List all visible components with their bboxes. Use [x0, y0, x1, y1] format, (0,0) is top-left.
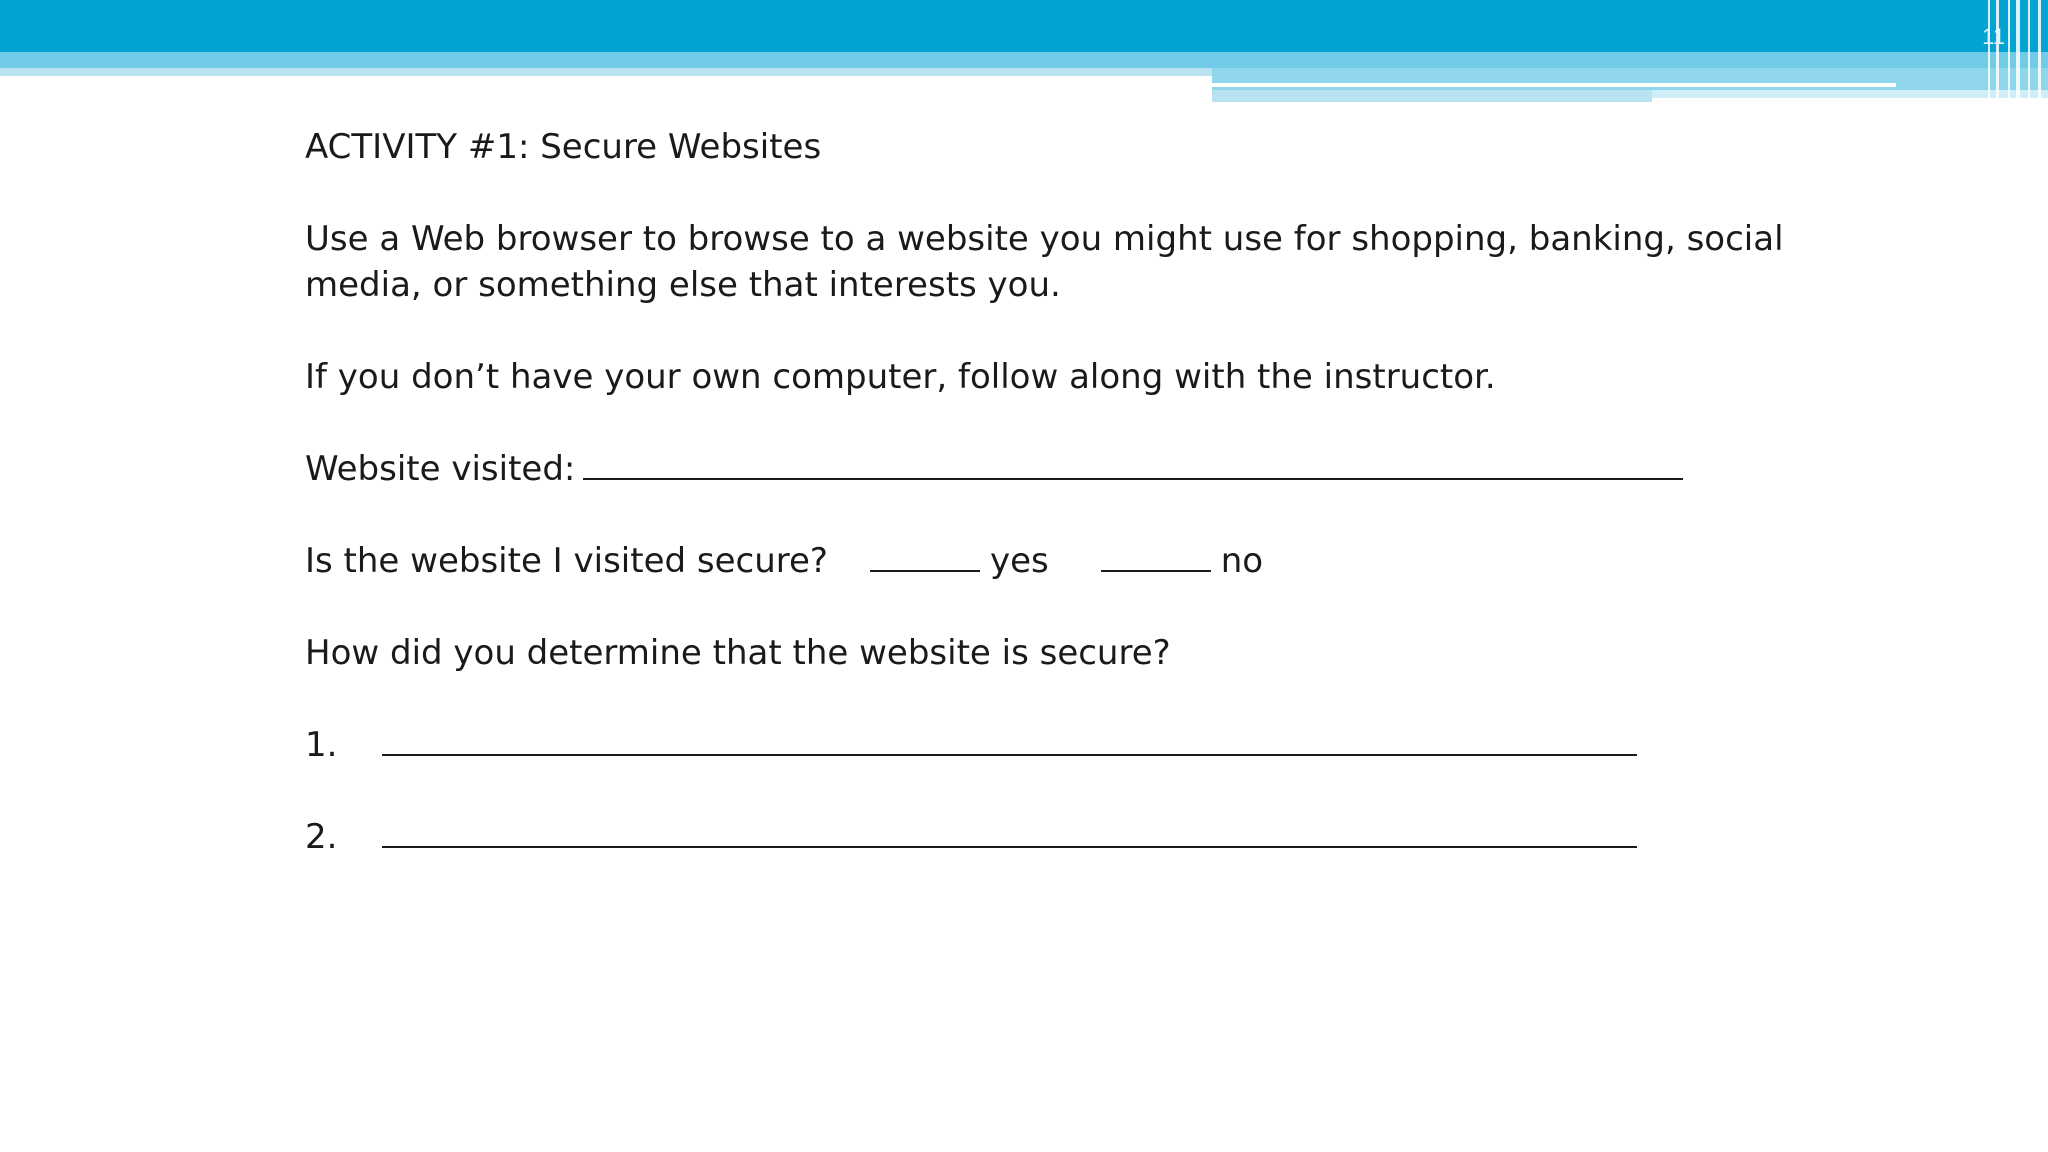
header-stripe — [1996, 0, 1999, 104]
header-stripe — [2008, 0, 2010, 104]
answer-row — [305, 814, 1805, 860]
header-band-pale — [0, 68, 1212, 76]
answer-blank[interactable] — [382, 722, 1637, 756]
website-visited-blank[interactable] — [583, 446, 1683, 480]
answer-number: 2. — [305, 817, 338, 857]
activity-note: If you don’t have your own computer, follow along with the instructor. — [305, 357, 1496, 397]
activity-content — [305, 124, 1805, 906]
header-accent-lower — [1212, 90, 1652, 102]
slide-number: 11 — [1982, 24, 2005, 49]
header-stripe — [2016, 0, 2020, 104]
header-bar — [0, 0, 2048, 52]
activity-title: ACTIVITY #1: Secure Websites — [305, 127, 822, 167]
header-band-light — [0, 52, 2048, 68]
header-stripe — [2038, 0, 2041, 104]
header-accent-line — [1212, 83, 1896, 87]
header-stripe — [1988, 0, 1990, 104]
activity-instruction: Use a Web browser to browse to a website you might use for shopping, banking, social media, or something else that interests you. — [305, 219, 1795, 305]
secure-question-row — [305, 538, 1805, 584]
how-question: How did you determine that the website is secure? — [305, 633, 1171, 673]
yes-label: yes — [989, 541, 1049, 581]
secure-question-label: Is the website I visited secure? — [305, 541, 828, 581]
no-blank[interactable] — [1101, 538, 1211, 572]
website-visited-label: Website visited: — [305, 449, 576, 489]
no-label: no — [1220, 541, 1264, 581]
website-visited-row — [305, 446, 1805, 492]
answer-row — [305, 722, 1805, 768]
header-stripe — [2028, 0, 2030, 104]
answer-blank[interactable] — [382, 814, 1637, 848]
yes-blank[interactable] — [870, 538, 980, 572]
answer-number: 1. — [305, 725, 338, 765]
